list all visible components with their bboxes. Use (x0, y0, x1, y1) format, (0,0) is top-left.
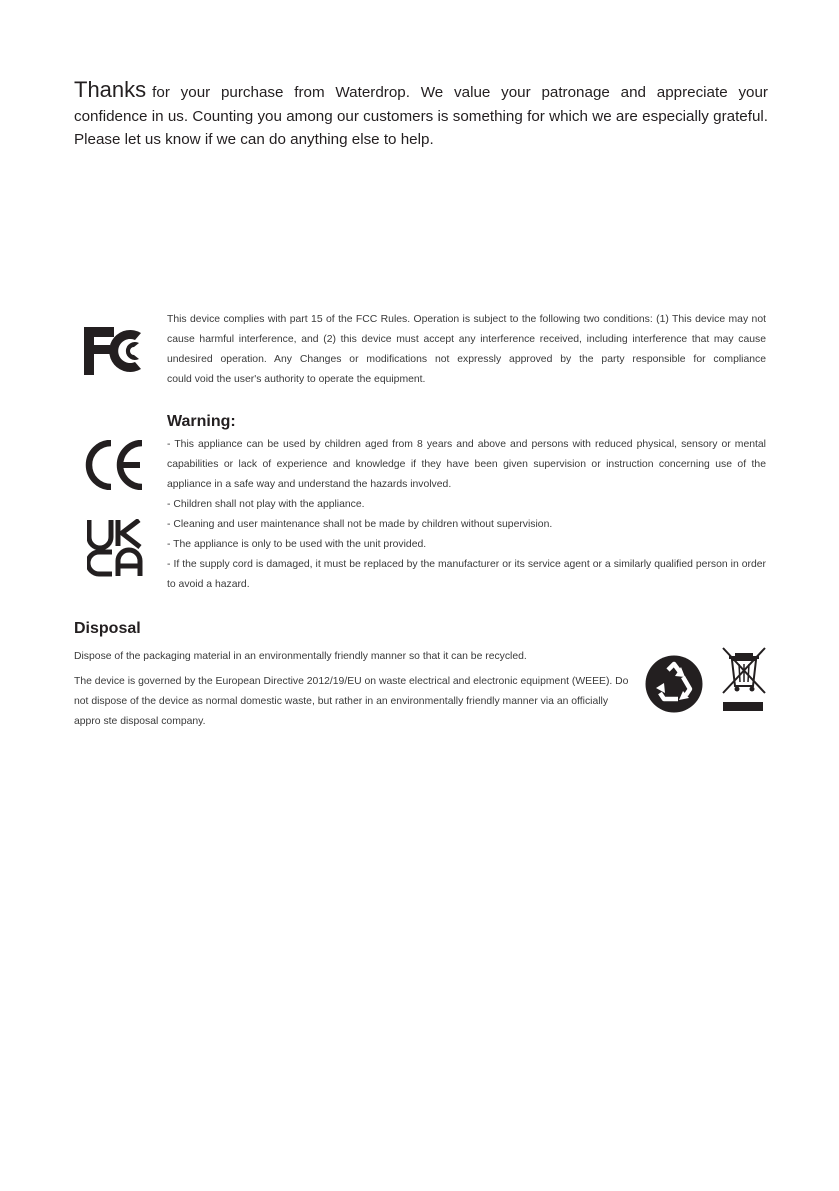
warning-item: - If the supply cord is damaged, it must be replaced by the manufacturer or its service agent or a similarly qualified person in order to avoid a hazard. (167, 559, 766, 590)
thanks-lead: Thanks (74, 77, 147, 102)
ukca-mark-icon (87, 519, 143, 577)
warning-list (167, 435, 766, 595)
fcc-statement-last-line: could void the user's authority to operate the equipment. (167, 374, 426, 385)
disposal-title: Disposal (74, 620, 141, 637)
disposal-packaging-text: Dispose of the packaging material in an environmentally friendly manner so that it can be recycled. (74, 651, 527, 662)
fcc-statement (167, 310, 766, 390)
fcc-logo-icon (84, 327, 148, 375)
disposal-weee-text: The device is governed by the European Directive 2012/19/EU on waste electrical and electronic equipment (WEEE). Do not dispose of the device as normal domestic waste, but rather in an environmentally friendly manner via an officially appro ste disposal company. (74, 676, 629, 727)
thanks-paragraph (74, 78, 768, 152)
warning-item: - Cleaning and user maintenance shall not be made by children without supervision. (167, 519, 553, 530)
fcc-statement-text: This device complies with part 15 of the FCC Rules. Operation is subject to the following two conditions: (1) This device may not cause harmful interference, and (2) this device must accept any interference received, including interference that may cause undesired operation. Any Changes or modifications not expressly approved by the party responsible for compliance (167, 314, 766, 365)
ce-mark-icon (84, 440, 146, 490)
recycle-icon (645, 655, 703, 713)
thanks-text: for your purchase from Waterdrop. We value your patronage and appreciate your confidence in us. Counting you among our customers is something for which we are especially grateful. Please let us know if we can do anything else to help. (74, 84, 768, 148)
warning-item: - The appliance is only to be used with the unit provided. (167, 539, 427, 550)
warning-item: - Children shall not play with the appliance. (167, 499, 365, 510)
warning-item: - This appliance can be used by children aged from 8 years and above and persons with reduced physical, sensory or mental capabilities or lack of experience and knowledge if they have been given supervision or instruction concerning use of the appliance in a safe way and understand the hazards involved. (167, 439, 766, 490)
weee-bin-icon (721, 647, 767, 713)
warning-title: Warning: (167, 413, 236, 430)
